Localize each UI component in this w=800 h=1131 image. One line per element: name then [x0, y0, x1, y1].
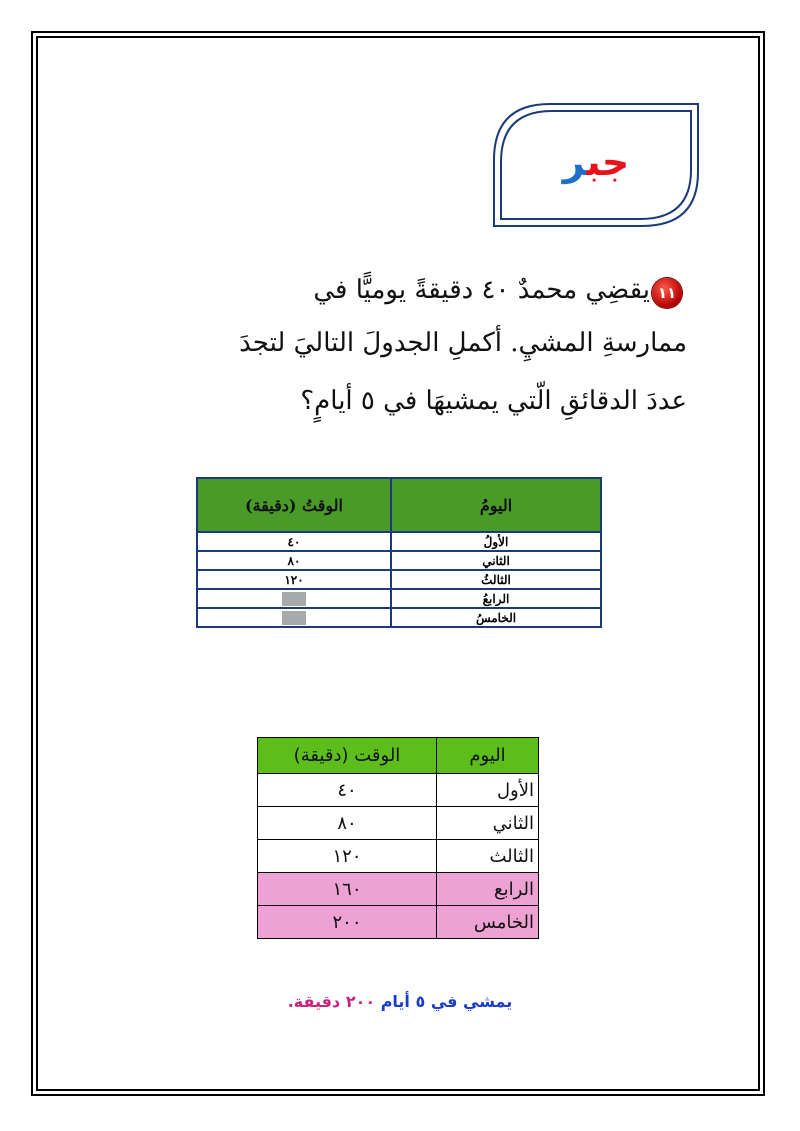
answer-day-cell: الأول	[437, 774, 539, 807]
original-day-cell: الخامسُ	[391, 608, 601, 627]
original-table-header-time: الوقتُ (دقيقة)	[197, 478, 391, 532]
table-row	[197, 532, 601, 551]
answer-day-cell: الرابع	[437, 873, 539, 906]
blank-box	[282, 592, 306, 606]
original-day-cell: الثاني	[391, 551, 601, 570]
answer-statement-part1: يمشي في ٥ أيام	[380, 992, 513, 1011]
answer-time-cell: ٢٠٠	[258, 906, 437, 939]
question-line-3: عددَ الدقائقِ الّتي يمشيهَا في ٥ أيامٍ؟	[300, 386, 687, 416]
original-time-cell: ٨٠	[197, 551, 391, 570]
original-time-cell-blank	[197, 589, 391, 608]
original-table-header-day: اليومُ	[391, 478, 601, 532]
table-row	[197, 551, 601, 570]
answer-time-cell: ١٢٠	[258, 840, 437, 873]
table-row	[197, 608, 601, 627]
answer-statement-part2: ٢٠٠ دقيقة.	[287, 992, 376, 1011]
answer-statement	[0, 992, 800, 1011]
question-number-badge: ١١	[652, 278, 682, 308]
original-time-cell-blank	[197, 608, 391, 627]
blank-box	[282, 611, 306, 625]
answer-time-cell: ٨٠	[258, 807, 437, 840]
original-time-cell: ٤٠	[197, 532, 391, 551]
question-line-2: ممارسةِ المشيِ. أكملِ الجدولَ التاليَ لتجدَ	[239, 328, 687, 358]
answer-table-header-time: الوقت (دقيقة)	[258, 738, 437, 774]
table-row	[197, 570, 601, 589]
answer-table-header-row	[258, 738, 539, 774]
original-day-cell: الثالثُ	[391, 570, 601, 589]
original-day-cell: الأولُ	[391, 532, 601, 551]
section-title-part1: جب	[586, 140, 630, 184]
answer-day-cell: الثاني	[437, 807, 539, 840]
answer-time-cell: ١٦٠	[258, 873, 437, 906]
section-title-part2: ر	[562, 140, 587, 184]
answer-table-header-day: اليوم	[437, 738, 539, 774]
question-line-1: يقضِي محمدٌ ٤٠ دقيقةً يوميًّا في	[313, 275, 650, 305]
table-row	[258, 774, 539, 807]
table-row	[258, 840, 539, 873]
table-row	[197, 589, 601, 608]
table-row	[258, 873, 539, 906]
answer-day-cell: الخامس	[437, 906, 539, 939]
answer-time-cell: ٤٠	[258, 774, 437, 807]
table-row	[258, 807, 539, 840]
section-title	[490, 140, 702, 184]
table-row	[258, 906, 539, 939]
original-table	[196, 477, 602, 628]
original-day-cell: الرابعُ	[391, 589, 601, 608]
answer-table	[257, 737, 539, 939]
original-table-header-row	[197, 478, 601, 532]
original-time-cell: ١٢٠	[197, 570, 391, 589]
answer-day-cell: الثالث	[437, 840, 539, 873]
